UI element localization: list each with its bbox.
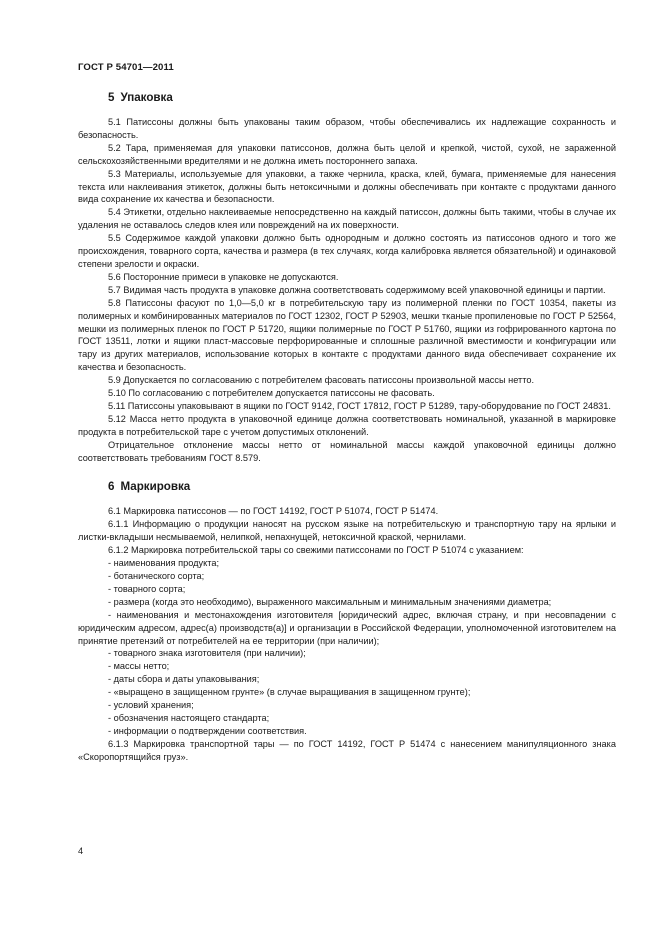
section-title-marking (108, 480, 616, 494)
list-item: - наименования и местонахождения изготовителя [юридический адрес, включая страну, и при несовпадении с юридическим адресом, адрес(а) производств(а)] и организации в Российской Федерации, уполномоченной изготовителем на принятие претензий от потребителей на ее территории (при наличии); (78, 609, 616, 646)
page-content (78, 91, 616, 764)
paragraph-5-12: 5.12 Масса нетто продукта в упаковочной единице должна соответствовать номинальной, указанной в маркировке продукта в потребительской таре с учетом допустимых отклонений. (78, 413, 616, 437)
section-heading: Маркировка (120, 480, 191, 494)
list-item: - даты сбора и даты упаковывания; (108, 674, 260, 685)
list-item: - «выращено в защищенном грунте» (в случае выращивания в защищенном грунте); (108, 687, 471, 698)
paragraph-5-9: 5.9 Допускается по согласованию с потребителем фасовать патиссоны произвольной массы нетто. (108, 375, 535, 386)
list-item: - товарного знака изготовителя (при наличии); (108, 648, 306, 659)
paragraph-6-1-3: 6.1.3 Маркировка транспортной тары — по ГОСТ 14192, ГОСТ Р 51474 с нанесением манипуляционного знака «Скоропортящийся груз». (78, 738, 616, 762)
list-item: - наименования продукта; (108, 558, 219, 569)
section-number: 5 (108, 91, 115, 104)
paragraph-5-6: 5.6 Посторонние примеси в упаковке не допускаются. (108, 271, 339, 282)
paragraph-5-3: 5.3 Материалы, используемые для упаковки, а также чернила, краска, клей, бумага, применяемые для нанесения текста или наклеивания этикеток, должны быть нетоксичными и должны обеспечивать при контакте с продуктами данного вида сохранение их качества и безопасности. (78, 168, 616, 205)
paragraph-6-1-1: 6.1.1 Информацию о продукции наносят на русском языке на потребительскую и транспортную тару на ярлыки и листки-вкладыши несмываемой, нелипкой, непахнущей, нетоксичной краской, чернилами. (78, 519, 616, 543)
section-title-packaging (108, 91, 616, 105)
paragraph-5-7: 5.7 Видимая часть продукта в упаковке должна соответствовать содержимому всей упаковочной единицы и партии. (108, 284, 606, 295)
paragraph-5-11: 5.11 Патиссоны упаковывают в ящики по ГОСТ 9142, ГОСТ 17812, ГОСТ Р 51289, тару-оборудование по ГОСТ 24831. (108, 400, 611, 411)
paragraph-5-8: 5.8 Патиссоны фасуют по 1,0—5,0 кг в потребительскую тару из полимерной пленки по ГОСТ 10354, пакеты из полимерных и комбинированных материалов по ГОСТ 12302, ГОСТ Р 52903, мешки тканые пропиленовые по ГОСТ Р 52564, мешки из полимерных пленок по ГОСТ Р 51720, ящики полимерные по ГОСТ Р 51760, ящики из гофрированного картона по ГОСТ 13511, лотки и ящики пласт-массовые перфорированные и сплошные различной вместимости и конфигурации или тару из других материалов, использование которых в контакте с продуктами данного вида обеспечивает сохранение их качества и безопасность. (78, 297, 616, 373)
list-item: - массы нетто; (108, 661, 170, 672)
paragraph-5-10: 5.10 По согласованию с потребителем допускается патиссоны не фасовать. (108, 388, 435, 399)
list-item: - товарного сорта; (108, 583, 186, 594)
paragraph-6-1-2: 6.1.2 Маркировка потребительской тары со свежими патиссонами по ГОСТ Р 51074 с указанием: (108, 545, 524, 556)
paragraph-5-4: 5.4 Этикетки, отдельно наклеиваемые непосредственно на каждый патиссон, должны быть такими, чтобы в случае их удаления не оставалось следов клея или повреждений на их поверхности. (78, 207, 616, 231)
paragraph-5-5: 5.5 Содержимое каждой упаковки должно быть однородным и должно состоять из патиссонов одного и того же происхождения, товарного сорта, качества и размера (в тех случаях, когда калибровка является обязательной) и одинаковой степени зрелости и окраски. (78, 233, 616, 269)
list-item: - ботанического сорта; (108, 571, 205, 581)
paragraph-6-1: 6.1 Маркировка патиссонов — по ГОСТ 14192, ГОСТ Р 51074, ГОСТ Р 51474. (108, 506, 439, 517)
section-number: 6 (108, 480, 115, 494)
paragraph-5-1: 5.1 Патиссоны должны быть упакованы таким образом, чтобы обеспечивались их надлежащие сохранность и безопасность. (78, 117, 616, 140)
document-code-header: ГОСТ Р 54701—2011 (78, 62, 174, 73)
list-item: - обозначения настоящего стандарта; (108, 712, 270, 723)
page-number: 4 (78, 846, 84, 856)
section-heading: Упаковка (120, 91, 173, 104)
list-item: - размера (когда это необходимо), выраженного максимальным и минимальным значениями диаметра; (108, 596, 552, 607)
list-item: - информации о подтверждении соответствия. (108, 725, 307, 736)
paragraph-5-2: 5.2 Тара, применяемая для упаковки патиссонов, должна быть целой и крепкой, чистой, сухой, не зараженной сельскохозяйственными вредителями и не должна иметь постороннего запаха. (78, 142, 616, 166)
list-item: - условий хранения; (108, 700, 194, 711)
paragraph-5-12-note: Отрицательное отклонение массы нетто от номинальной массы каждой упаковочной единицы должно соответствовать требованиям ГОСТ 8.579. (78, 439, 616, 463)
